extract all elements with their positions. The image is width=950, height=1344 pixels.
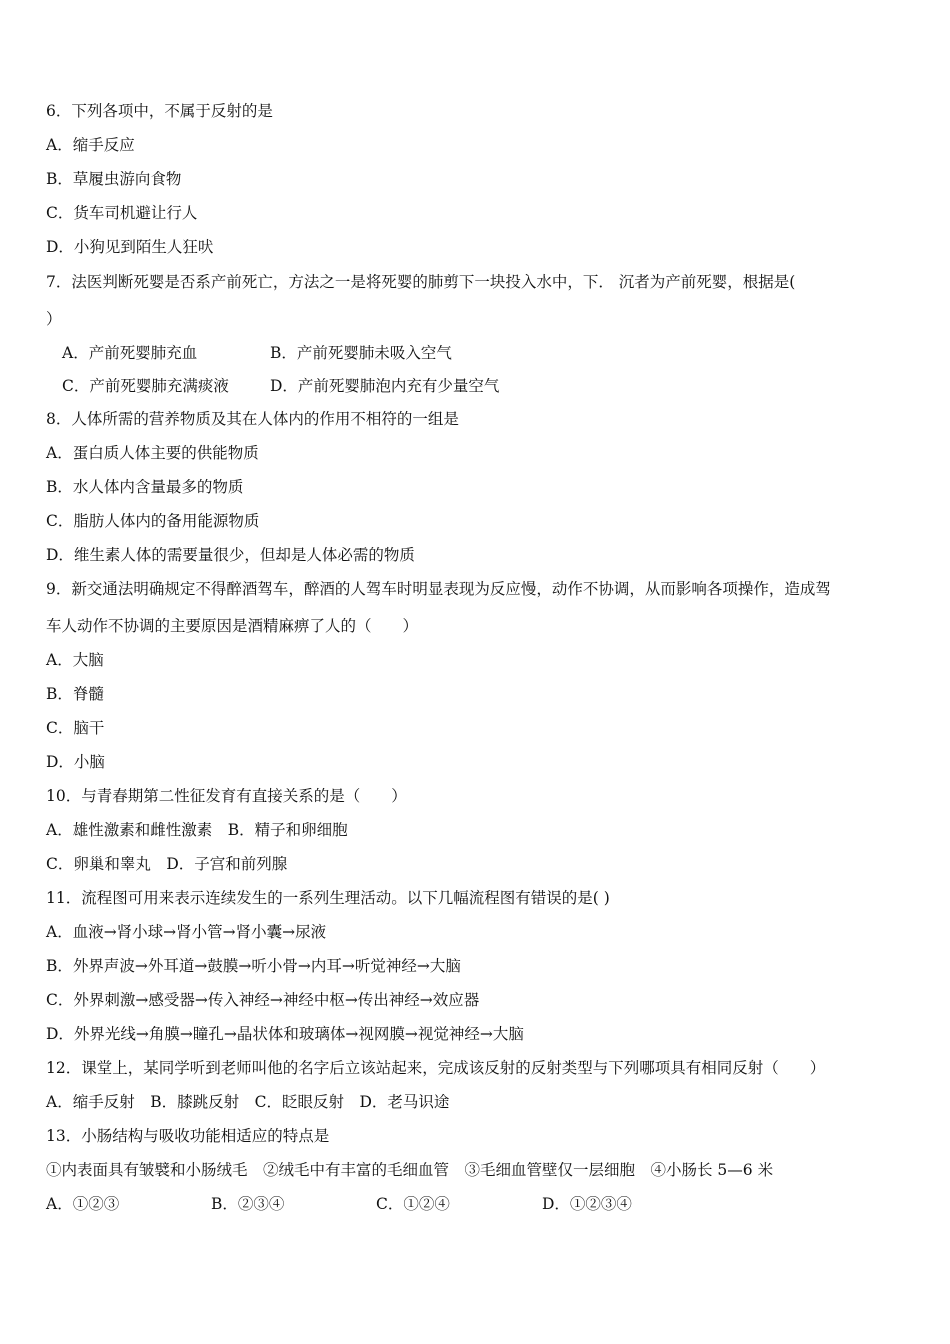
q13-statements: ①内表面具有皱襞和小肠绒毛 ②绒毛中有丰富的毛细血管 ③毛细血管壁仅一层细胞 ④小肠长 5—6 米 xyxy=(46,1161,774,1179)
q9-stem-line2: 车人动作不协调的主要原因是酒精麻痹了人的（ ） xyxy=(46,617,419,635)
q9-stem-line1: 9．新交通法明确规定不得醉酒驾车，醉酒的人驾车时明显表现为反应慢，动作不协调，从而影响各项操作，造成驾 xyxy=(46,580,831,598)
q11-option-b: B．外界声波→外耳道→鼓膜→听小骨→内耳→听觉神经→大脑 xyxy=(46,957,461,975)
q10-stem: 10．与青春期第二性征发育有直接关系的是（ ） xyxy=(46,787,407,805)
q10-options-row2: C．卵巢和睾丸 D．子宫和前列腺 xyxy=(46,855,288,873)
q10-options-row1: A．雄性激素和雌性激素 B．精子和卵细胞 xyxy=(46,821,348,839)
q12-options-row: A．缩手反射 B．膝跳反射 C．眨眼反射 D．老马识途 xyxy=(46,1093,450,1111)
q13-option-c: C．①②④ xyxy=(376,1195,450,1213)
q13-option-b: B．②③④ xyxy=(211,1195,285,1213)
q7-option-d: D．产前死婴肺泡内充有少量空气 xyxy=(270,377,500,395)
q6-option-b: B．草履虫游向食物 xyxy=(46,170,182,188)
q12-stem: 12．课堂上，某同学听到老师叫他的名字后立该站起来，完成该反射的反射类型与下列哪项具有相同反射（ ） xyxy=(46,1059,826,1077)
q8-option-c: C．脂肪人体内的备用能源物质 xyxy=(46,512,260,530)
q7-option-b: B．产前死婴肺未吸入空气 xyxy=(270,344,452,362)
q6-option-a: A．缩手反应 xyxy=(46,136,135,154)
q13-option-a: A．①②③ xyxy=(46,1195,120,1213)
q6-option-d: D．小狗见到陌生人狂吠 xyxy=(46,238,214,256)
q13-stem: 13．小肠结构与吸收功能相适应的特点是 xyxy=(46,1127,330,1145)
q11-option-d: D．外界光线→角膜→瞳孔→晶状体和玻璃体→视网膜→视觉神经→大脑 xyxy=(46,1025,524,1043)
q9-option-d: D．小脑 xyxy=(46,753,105,771)
q7-options-row1 xyxy=(62,343,762,363)
q9-option-b: B．脊髓 xyxy=(46,685,104,703)
q7-stem-line1: 7．法医判断死婴是否系产前死亡，方法之一是将死婴的肺剪下一块投入水中，下． 沉者为产前死婴，根据是( xyxy=(46,273,796,291)
q8-stem: 8．人体所需的营养物质及其在人体内的作用不相符的一组是 xyxy=(46,410,459,428)
q7-option-a: A．产前死婴肺充血 xyxy=(62,344,198,362)
q6-option-c: C．货车司机避让行人 xyxy=(46,204,198,222)
q7-stem-line2: ） xyxy=(46,310,62,328)
q11-option-c: C．外界刺激→感受器→传入神经→神经中枢→传出神经→效应器 xyxy=(46,991,480,1009)
q7-option-c: C．产前死婴肺充满痰液 xyxy=(62,377,229,395)
q8-option-b: B．水人体内含量最多的物质 xyxy=(46,478,244,496)
q7-options-row2 xyxy=(62,376,762,396)
q11-option-a: A．血液→肾小球→肾小管→肾小囊→尿液 xyxy=(46,923,327,941)
q11-stem: 11．流程图可用来表示连续发生的一系列生理活动。以下几幅流程图有错误的是( ) xyxy=(46,889,610,907)
q8-option-d: D．维生素人体的需要量很少，但却是人体必需的物质 xyxy=(46,546,415,564)
q6-stem: 6．下列各项中，不属于反射的是 xyxy=(46,102,273,120)
q8-option-a: A．蛋白质人体主要的供能物质 xyxy=(46,444,259,462)
q13-option-d: D．①②③④ xyxy=(542,1195,632,1213)
q9-option-c: C．脑干 xyxy=(46,719,105,737)
q9-option-a: A．大脑 xyxy=(46,651,104,669)
